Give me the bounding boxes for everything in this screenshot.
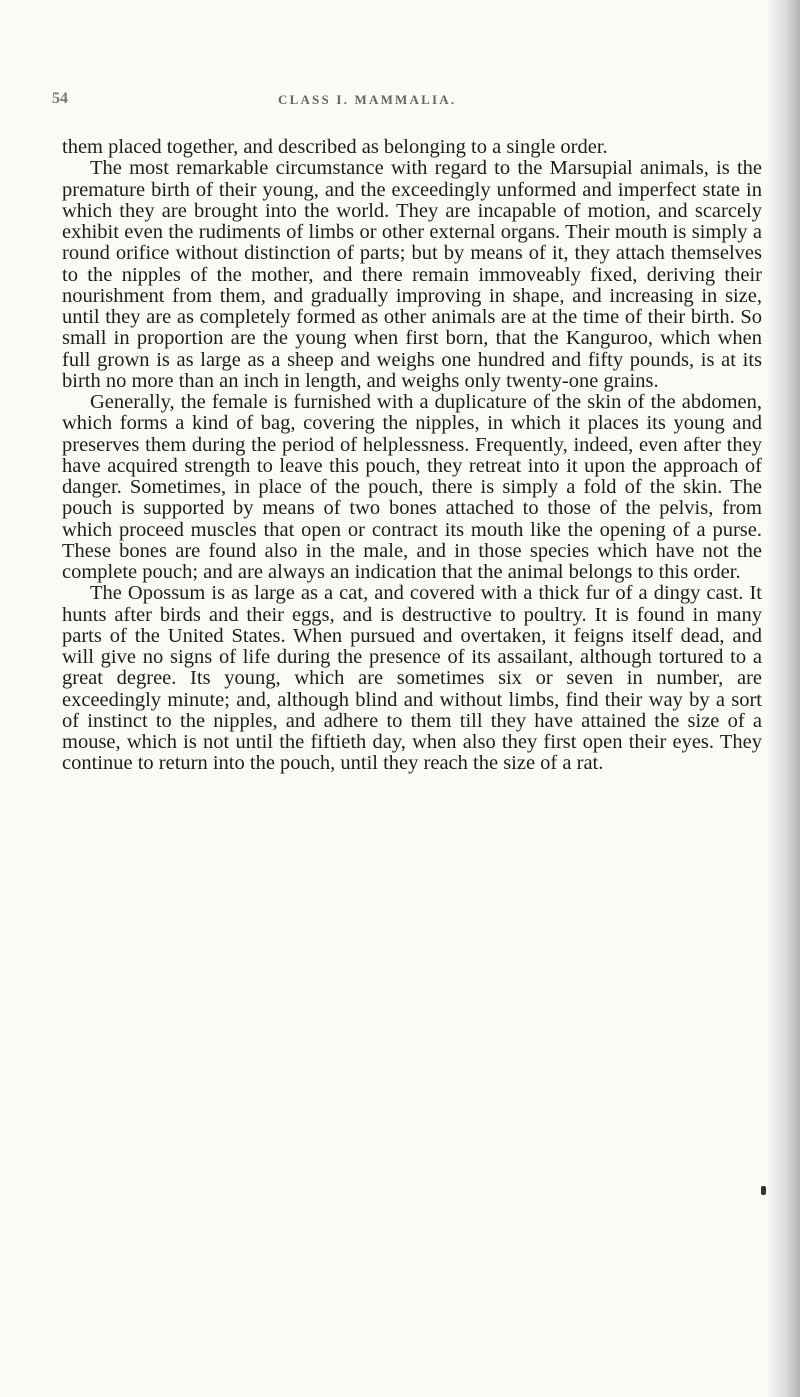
body-text (62, 137, 762, 775)
running-head: CLASS I. MAMMALIA. (278, 92, 457, 107)
paragraph-continued: them placed together, and described as belonging to a single order. (62, 136, 608, 158)
binding-shadow (766, 0, 800, 1397)
paragraph-marsupial-birth: The most remarkable circumstance with regard to the Marsupial animals, is the premature birth of their young, and the exceedingly unformed and imperfect state in which they are brought into the world. They are incapable of motion, and scarcely exhibit even the rudiments of limbs or other external organs. Their mouth is simply a round orifice without distinction of parts; but by means of it, they attach themselves to the nipples of the mother, and there remain immoveably fixed, deriving their nourishment from them, and gradually improving in shape, and increasing in size, until they are as completely formed as other animals are at the time of their birth. So small in proportion are the young when first born, that the Kanguroo, which when full grown is as large as a sheep and weighs one hundred and fifty pounds, is at its birth no more than an inch in length, and weighs only twenty-one grains. (62, 157, 762, 392)
paragraph-pouch: Generally, the female is furnished with a duplicature of the skin of the abdomen, which forms a kind of bag, covering the nipples, in which it places its young and preserves them during the period of helplessness. Frequently, indeed, even after they have acquired strength to leave this pouch, they retreat into it upon the approach of danger. Sometimes, in place of the pouch, there is simply a fold of the skin. The pouch is supported by means of two bones attached to those of the pelvis, from which proceed muscles that open or contract its mouth like the opening of a purse. These bones are found also in the male, and in those species which have not the complete pouch; and are always an indication that the animal belongs to this order. (62, 391, 762, 583)
page-header (52, 90, 772, 112)
page-number: 54 (52, 90, 68, 107)
margin-ink-mark (761, 1186, 766, 1195)
paragraph-opossum: The Opossum is as large as a cat, and covered with a thick fur of a dingy cast. It hunts after birds and their eggs, and is destructive to poultry. It is found in many parts of the United States. When pursued and overtaken, it feigns itself dead, and will give no signs of life during the presence of its assailant, although tortured to a great degree. Its young, which are sometimes six or seven in number, are exceedingly minute; and, although blind and without limbs, find their way by a sort of instinct to the nipples, and adhere to them till they have attained the size of a mouse, which is not until the fiftieth day, when also they first open their eyes. They continue to return into the pouch, until they reach the size of a rat. (62, 582, 762, 775)
